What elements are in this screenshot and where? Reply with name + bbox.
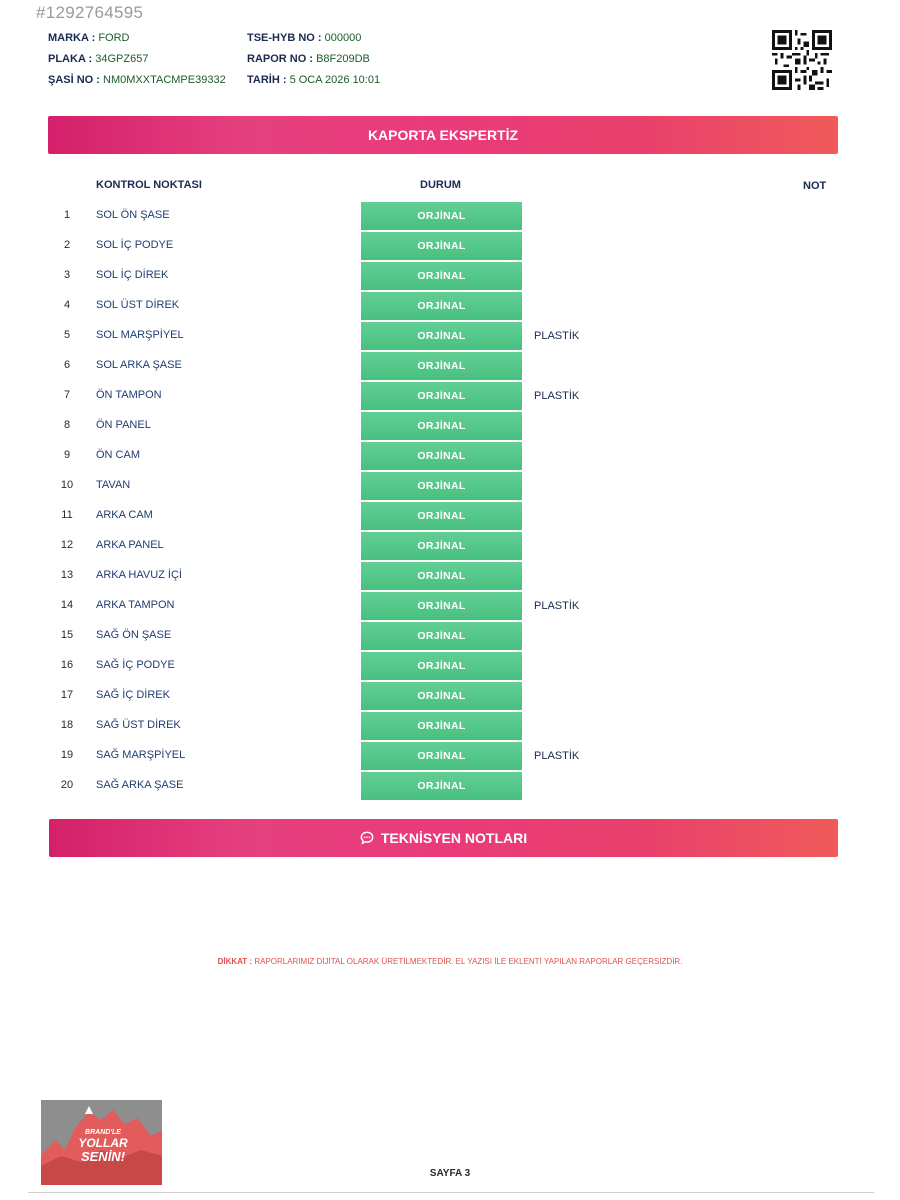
row-number: 10 (60, 479, 74, 491)
row-label: SAĞ ÜST DİREK (96, 719, 181, 731)
row-label: SOL ARKA ŞASE (96, 359, 182, 371)
marka-row (48, 31, 226, 52)
status-badge: ORJİNAL (361, 742, 522, 770)
tarih-row (247, 73, 380, 94)
table-row (0, 381, 900, 411)
tarih-label: TARİH : (247, 74, 287, 86)
warning-message: RAPORLARIMIZ DİJİTAL OLARAK ÜRETİLMEKTEDİR. EL YAZISI İLE EKLENTİ YAPILAN RAPORLAR GEÇERSİZDİR. (254, 957, 683, 966)
section-banner-kaporta (48, 116, 838, 154)
row-label: TAVAN (96, 479, 131, 491)
row-label: SAĞ İÇ PODYE (96, 659, 175, 671)
report-info (247, 31, 380, 94)
watermark-id: #1292764595 (36, 3, 144, 22)
status-badge: ORJİNAL (361, 442, 522, 470)
footer-divider (28, 1192, 874, 1193)
row-label: ARKA CAM (96, 509, 153, 521)
rapor-label: RAPOR NO : (247, 53, 313, 65)
sasi-row (48, 73, 226, 94)
row-label: SOL MARŞPİYEL (96, 329, 184, 341)
vehicle-info (48, 31, 226, 94)
table-row (0, 321, 900, 351)
row-label: ÖN PANEL (96, 419, 151, 431)
row-number: 5 (63, 329, 71, 341)
status-badge: ORJİNAL (361, 352, 522, 380)
chat-bubble-icon (360, 831, 374, 845)
marka-value: FORD (98, 32, 130, 44)
status-badge: ORJİNAL (361, 652, 522, 680)
row-number: 14 (60, 599, 74, 611)
row-label: SAĞ ÖN ŞASE (96, 629, 172, 641)
status-badge: ORJİNAL (361, 502, 522, 530)
table-row (0, 561, 900, 591)
tse-row (247, 31, 380, 52)
logo-line1: BRAND'LE (85, 1129, 121, 1136)
table-row (0, 501, 900, 531)
row-note: PLASTİK (534, 390, 580, 402)
row-label: SAĞ MARŞPİYEL (96, 749, 186, 761)
row-number: 8 (63, 419, 71, 431)
row-number: 6 (63, 359, 71, 371)
warning-label: DİKKAT : (217, 957, 253, 966)
logo-line3: SENİN! (80, 1149, 126, 1164)
table-row (0, 231, 900, 261)
status-badge: ORJİNAL (361, 382, 522, 410)
table-row (0, 411, 900, 441)
row-number: 2 (63, 239, 71, 251)
status-badge: ORJİNAL (361, 532, 522, 560)
status-badge: ORJİNAL (361, 322, 522, 350)
marka-label: MARKA : (48, 32, 96, 44)
sasi-label: ŞASİ NO : (48, 74, 100, 86)
status-badge: ORJİNAL (361, 412, 522, 440)
page-number: SAYFA 3 (429, 1168, 471, 1179)
header-durum: DURUM (420, 179, 461, 191)
table-row (0, 621, 900, 651)
warning-text (0, 957, 900, 966)
tarih-value: 5 OCA 2026 10:01 (289, 74, 381, 86)
table-row (0, 651, 900, 681)
row-label: SOL ÖN ŞASE (96, 209, 170, 221)
row-number: 7 (63, 389, 71, 401)
status-badge: ORJİNAL (361, 622, 522, 650)
header-not: NOT (803, 180, 827, 192)
row-note: PLASTİK (534, 330, 580, 342)
logo-line2: YOLLAR (78, 1136, 128, 1150)
row-label: SAĞ ARKA ŞASE (96, 779, 184, 791)
section-title: KAPORTA EKSPERTİZ (367, 127, 519, 143)
row-number: 20 (60, 779, 74, 791)
row-note: PLASTİK (534, 750, 580, 762)
row-number: 17 (60, 689, 74, 701)
row-label: ARKA TAMPON (96, 599, 175, 611)
row-label: ARKA PANEL (96, 539, 164, 551)
rapor-value: B8F209DB (316, 53, 370, 65)
sasi-value: NM0MXXTACMPE39332 (103, 74, 226, 86)
row-label: SOL İÇ PODYE (96, 239, 174, 251)
table-row (0, 471, 900, 501)
inspection-table (0, 201, 900, 801)
status-badge: ORJİNAL (361, 472, 522, 500)
notes-title: TEKNİSYEN NOTLARI (380, 830, 528, 846)
table-row (0, 771, 900, 801)
table-row (0, 261, 900, 291)
status-badge: ORJİNAL (361, 592, 522, 620)
tse-value: 000000 (324, 32, 362, 44)
row-number: 4 (63, 299, 71, 311)
row-number: 15 (60, 629, 74, 641)
row-number: 3 (63, 269, 71, 281)
table-row (0, 711, 900, 741)
plaka-value: 34GPZ657 (95, 53, 149, 65)
row-label: ARKA HAVUZ İÇİ (96, 569, 182, 581)
table-row (0, 201, 900, 231)
status-badge: ORJİNAL (361, 232, 522, 260)
status-badge: ORJİNAL (361, 202, 522, 230)
section-banner-notes (49, 819, 838, 857)
qr-code-icon[interactable] (772, 30, 832, 90)
tse-label: TSE-HYB NO : (247, 32, 322, 44)
status-badge: ORJİNAL (361, 772, 522, 800)
row-number: 19 (60, 749, 74, 761)
row-number: 18 (60, 719, 74, 731)
row-number: 1 (63, 209, 71, 221)
row-number: 12 (60, 539, 74, 551)
status-badge: ORJİNAL (361, 682, 522, 710)
status-badge: ORJİNAL (361, 262, 522, 290)
row-label: SOL ÜST DİREK (96, 299, 180, 311)
table-row (0, 351, 900, 381)
table-row (0, 531, 900, 561)
rapor-row (247, 52, 380, 73)
row-label: SOL İÇ DİREK (96, 269, 169, 281)
row-label: ÖN TAMPON (96, 389, 162, 401)
table-row (0, 681, 900, 711)
table-row (0, 441, 900, 471)
plaka-label: PLAKA : (48, 53, 93, 65)
table-row (0, 291, 900, 321)
plaka-row (48, 52, 226, 73)
status-badge: ORJİNAL (361, 712, 522, 740)
header-kontrol: KONTROL NOKTASI (96, 179, 202, 191)
row-number: 16 (60, 659, 74, 671)
table-row (0, 591, 900, 621)
row-number: 11 (61, 509, 73, 521)
status-badge: ORJİNAL (361, 292, 522, 320)
table-row (0, 741, 900, 771)
status-badge: ORJİNAL (361, 562, 522, 590)
row-note: PLASTİK (534, 600, 580, 612)
row-number: 13 (60, 569, 74, 581)
row-number: 9 (63, 449, 71, 461)
row-label: SAĞ İÇ DİREK (96, 689, 170, 701)
row-label: ÖN CAM (96, 449, 140, 461)
